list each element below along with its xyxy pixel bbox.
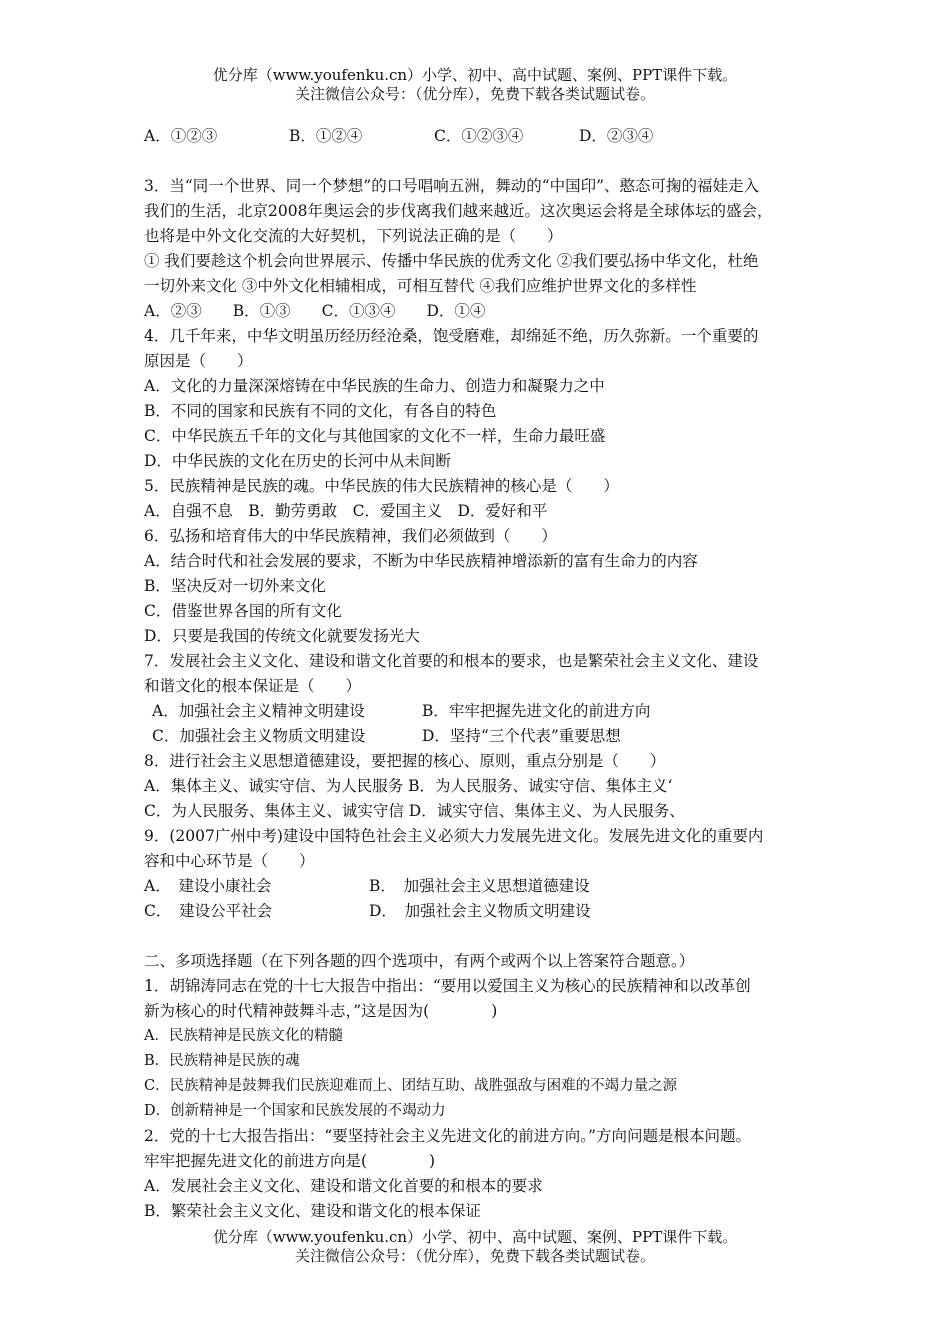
document-body bbox=[144, 124, 824, 1224]
q7-option-d: D．坚持“三个代表”重要思想 bbox=[422, 727, 621, 745]
q3-line: 也将是中外文化交流的大好契机，下列说法正确的是（ ） bbox=[144, 227, 563, 245]
header-line-2: 关注微信公众号：（优分库），免费下载各类试题试卷。 bbox=[294, 85, 655, 103]
question-9 bbox=[144, 824, 824, 924]
q3-line: 一切外来文化 ③中外文化相辅相成，可相互替代 ④我们应维护世界文化的多样性 bbox=[144, 277, 697, 295]
q7-options-row-2 bbox=[144, 724, 824, 749]
question-3 bbox=[144, 174, 824, 324]
q2-option-d: D．②③④ bbox=[579, 127, 654, 145]
q6-option-c: C．借鉴世界各国的所有文化 bbox=[144, 602, 342, 620]
q2-option-c: C．①②③④ bbox=[434, 127, 524, 145]
q4-option-b: B．不同的国家和民族有不同的文化，有各自的特色 bbox=[144, 402, 497, 420]
q5-stem: 5．民族精神是民族的魂。中华民族的伟大民族精神的核心是（ ） bbox=[144, 477, 619, 495]
question-6 bbox=[144, 524, 824, 649]
section-2 bbox=[144, 949, 824, 1224]
q7-line: 7．发展社会主义文化、建设和谐文化首要的和根本的要求，也是繁荣社会主义文化、建设 bbox=[144, 652, 759, 670]
q8-options-row-1: A．集体主义、诚实守信、为人民服务 B．为人民服务、诚实守信、集体主义‘ bbox=[144, 777, 673, 795]
s2-q1-option-a: A．民族精神是民族文化的精髓 bbox=[144, 1028, 343, 1044]
q9-option-b: B． 加强社会主义思想道德建设 bbox=[369, 877, 590, 895]
q9-line: 9．(2007广州中考)建设中国特色社会主义必须大力发展先进文化。发展先进文化的重要内 bbox=[144, 827, 764, 845]
q9-line: 容和中心环节是（ ） bbox=[144, 852, 315, 870]
footer-line-2: 关注微信公众号：（优分库），免费下载各类试题试卷。 bbox=[294, 1247, 655, 1265]
header-line-1: 优分库（www.youfenku.cn）小学、初中、高中试题、案例、PPT课件下载。 bbox=[212, 66, 738, 84]
s2-q2-line: 牢牢把握先进文化的前进方向是( ) bbox=[144, 1152, 436, 1170]
q7-option-a: A．加强社会主义精神文明建设 bbox=[152, 702, 365, 720]
s2-q1-line: 新为核心的时代精神鼓舞斗志，”这是因为( ) bbox=[144, 1002, 498, 1020]
question-8 bbox=[144, 749, 824, 824]
s2-q2-option-a: A．发展社会主义文化、建设和谐文化首要的和根本的要求 bbox=[144, 1177, 543, 1195]
question-7 bbox=[144, 649, 824, 749]
q7-options-row-1 bbox=[144, 699, 824, 724]
q5-options: A．自强不息 B．勤劳勇敢 C．爱国主义 D．爱好和平 bbox=[144, 502, 548, 520]
s2-q2-line: 2．党的十七大报告指出：“要坚持社会主义先进文化的前进方向。”方向问题是根本问题。 bbox=[144, 1127, 751, 1145]
q8-options-row-2: C．为人民服务、集体主义、诚实守信 D．诚实守信、集体主义、为人民服务、 bbox=[144, 802, 685, 820]
q9-option-d: D． 加强社会主义物质文明建设 bbox=[369, 902, 591, 920]
q6-option-a: A．结合时代和社会发展的要求，不断为中华民族精神增添新的富有生命力的内容 bbox=[144, 552, 698, 570]
question-4 bbox=[144, 324, 824, 474]
q7-line: 和谐文化的根本保证是（ ） bbox=[144, 677, 362, 695]
s2-q1-option-d: D．创新精神是一个国家和民族发展的不竭动力 bbox=[144, 1103, 446, 1119]
s2-q1-option-c: C．民族精神是鼓舞我们民族迎难而上、团结互助、战胜强敌与困难的不竭力量之源 bbox=[144, 1078, 678, 1094]
q4-option-a: A．文化的力量深深熔铸在中华民族的生命力、创造力和凝聚力之中 bbox=[144, 377, 605, 395]
q2-option-b: B．①②④ bbox=[289, 127, 363, 145]
q6-option-b: B．坚决反对一切外来文化 bbox=[144, 577, 326, 595]
q9-options-row-2 bbox=[144, 899, 824, 924]
section-2-title: 二、多项选择题（在下列各题的四个选项中，有两个或两个以上答案符合题意。） bbox=[144, 952, 695, 970]
q3-options: A．②③ B．①③ C．①③④ D．①④ bbox=[144, 302, 486, 320]
q3-line: ① 我们要趁这个机会向世界展示、传播中华民族的优秀文化 ②我们要弘扬中华文化，杜绝 bbox=[144, 252, 759, 270]
q4-option-c: C．中华民族五千年的文化与其他国家的文化不一样，生命力最旺盛 bbox=[144, 427, 606, 445]
q6-option-d: D．只要是我国的传统文化就要发扬光大 bbox=[144, 627, 420, 645]
question-5 bbox=[144, 474, 824, 524]
spacer bbox=[144, 924, 824, 949]
q3-line: 3．当“同一个世界、同一个梦想”的口号唱响五洲，舞动的“中国印”、憨态可掬的福娃走入 bbox=[144, 177, 760, 195]
s2-q1-option-b: B．民族精神是民族的魂 bbox=[144, 1053, 300, 1069]
footer-line-1: 优分库（www.youfenku.cn）小学、初中、高中试题、案例、PPT课件下载。 bbox=[212, 1228, 738, 1246]
q2-options bbox=[144, 124, 824, 149]
q2-option-a: A．①②③ bbox=[144, 127, 218, 145]
spacer bbox=[144, 149, 824, 174]
q7-option-b: B．牢牢把握先进文化的前进方向 bbox=[422, 702, 651, 720]
q3-line: 我们的生活，北京2008年奥运会的步伐离我们越来越近。这次奥运会将是全球体坛的盛会， bbox=[144, 202, 773, 220]
q9-option-c: C． 建设公平社会 bbox=[144, 902, 273, 920]
s2-q2-option-b: B．繁荣社会主义文化、建设和谐文化的根本保证 bbox=[144, 1202, 481, 1220]
q6-stem: 6．弘扬和培育伟大的中华民族精神，我们必须做到（ ） bbox=[144, 527, 557, 545]
q8-stem: 8．进行社会主义思想道德建设，要把握的核心、原则，重点分别是（ ） bbox=[144, 752, 666, 770]
q4-line: 4．几千年来，中华文明虽历经历经沧桑，饱受磨难，却绵延不绝，历久弥新。一个重要的 bbox=[144, 327, 759, 345]
s2-q1-line: 1．胡锦涛同志在党的十七大报告中指出：“要用以爱国主义为核心的民族精神和以改革创 bbox=[144, 977, 751, 995]
q7-option-c: C．加强社会主义物质文明建设 bbox=[152, 727, 366, 745]
page-header bbox=[0, 66, 950, 104]
q4-line: 原因是（ ） bbox=[144, 352, 253, 370]
q9-option-a: A． 建设小康社会 bbox=[144, 877, 272, 895]
q9-options-row-1 bbox=[144, 874, 824, 899]
q4-option-d: D．中华民族的文化在历史的长河中从未间断 bbox=[144, 452, 451, 470]
page-footer bbox=[0, 1228, 950, 1266]
